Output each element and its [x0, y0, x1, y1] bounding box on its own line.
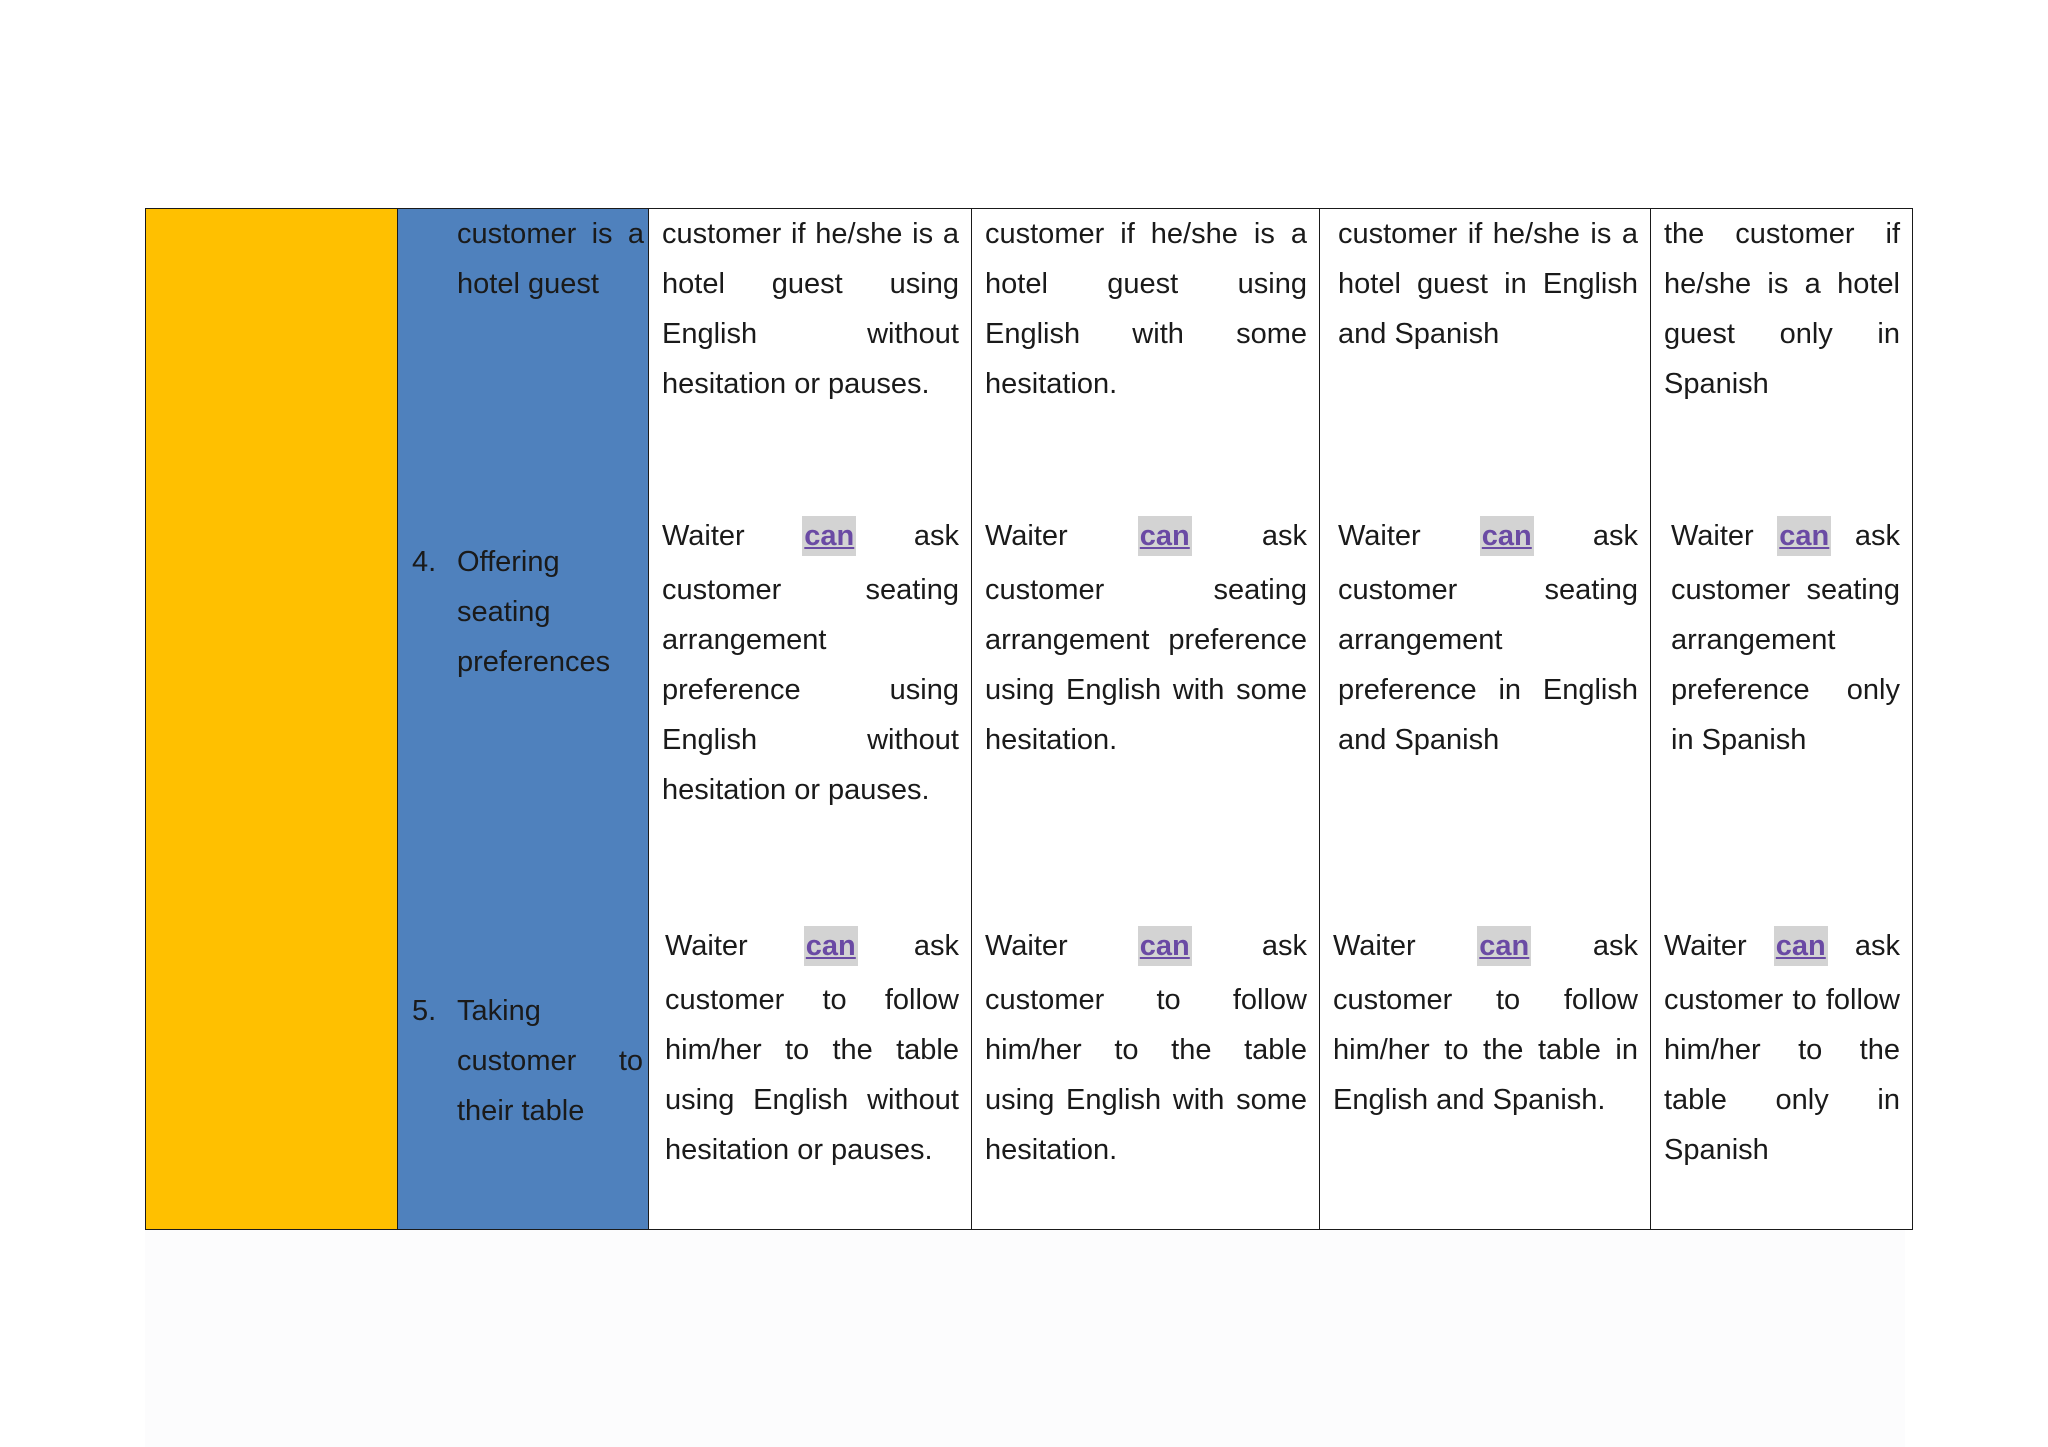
can-highlight: can: [802, 516, 856, 556]
waiter-word: Waiter: [1338, 520, 1421, 552]
waiter-word: Waiter: [1664, 930, 1747, 962]
can-highlight: can: [804, 926, 858, 966]
ask-word: ask: [1592, 520, 1638, 552]
descriptor-column-1: [649, 209, 972, 1230]
ask-word: ask: [1854, 930, 1900, 962]
ask-word: ask: [1261, 520, 1307, 552]
criterion-continued: customer is a hotel guest: [457, 218, 644, 300]
criterion-5-label: Taking customer to their table: [457, 995, 643, 1127]
criterion-4-number: 4.: [412, 546, 437, 578]
ask-word: ask: [913, 520, 959, 552]
row3-descriptor-3: customer to follow him/her to the table in English and Spanish.: [1333, 984, 1638, 1116]
row2-descriptor-2: customer seating arrangement preference using English with some hesitation.: [985, 574, 1307, 756]
can-highlight: can: [1138, 926, 1192, 966]
waiter-word: Waiter: [985, 520, 1068, 552]
ask-word: ask: [1592, 930, 1638, 962]
row3-descriptor-4: customer to follow him/her to the table only in Spanish: [1664, 984, 1900, 1166]
criteria-cell: [398, 209, 649, 1230]
row3-descriptor-2: customer to follow him/her to the table using English with some hesitation.: [985, 984, 1307, 1166]
row1-descriptor-3: customer if he/she is a hotel guest in English and Spanish: [1338, 218, 1638, 350]
row2-descriptor-3: customer seating arrangement preference in English and Spanish: [1338, 574, 1638, 756]
category-cell: [146, 209, 398, 1230]
criterion-5-number: 5.: [412, 995, 437, 1027]
descriptor-column-2: [972, 209, 1320, 1230]
row1-descriptor-1: customer if he/she is a hotel guest using English without hesitation or pauses.: [662, 218, 959, 400]
descriptor-column-3: [1320, 209, 1651, 1230]
ask-word: ask: [913, 930, 959, 962]
row1-descriptor-2: customer if he/she is a hotel guest using English with some hesitation.: [985, 218, 1307, 400]
ask-word: ask: [1261, 930, 1307, 962]
ask-word: ask: [1854, 520, 1900, 552]
table-row: [146, 209, 1913, 1230]
can-highlight: can: [1777, 516, 1831, 556]
can-highlight: can: [1774, 926, 1828, 966]
row1-descriptor-4: the customer if he/she is a hotel guest only in Spanish: [1664, 218, 1900, 400]
can-highlight: can: [1477, 926, 1531, 966]
waiter-word: Waiter: [1333, 930, 1416, 962]
can-highlight: can: [1480, 516, 1534, 556]
can-highlight: can: [1138, 516, 1192, 556]
rubric-table: [145, 208, 1913, 1230]
row2-descriptor-4: customer seating arrangement preference only in Spanish: [1671, 574, 1900, 756]
criterion-4-label: Offering seating preferences: [457, 546, 611, 678]
waiter-word: Waiter: [985, 930, 1068, 962]
waiter-word: Waiter: [662, 520, 745, 552]
row3-descriptor-1: customer to follow him/her to the table using English without hesitation or pauses.: [665, 984, 959, 1166]
waiter-word: Waiter: [665, 930, 748, 962]
page-shade: [145, 1230, 1905, 1447]
row2-descriptor-1: customer seating arrangement preference using English without hesitation or pauses.: [662, 574, 959, 806]
waiter-word: Waiter: [1671, 520, 1754, 552]
descriptor-column-4: [1651, 209, 1913, 1230]
